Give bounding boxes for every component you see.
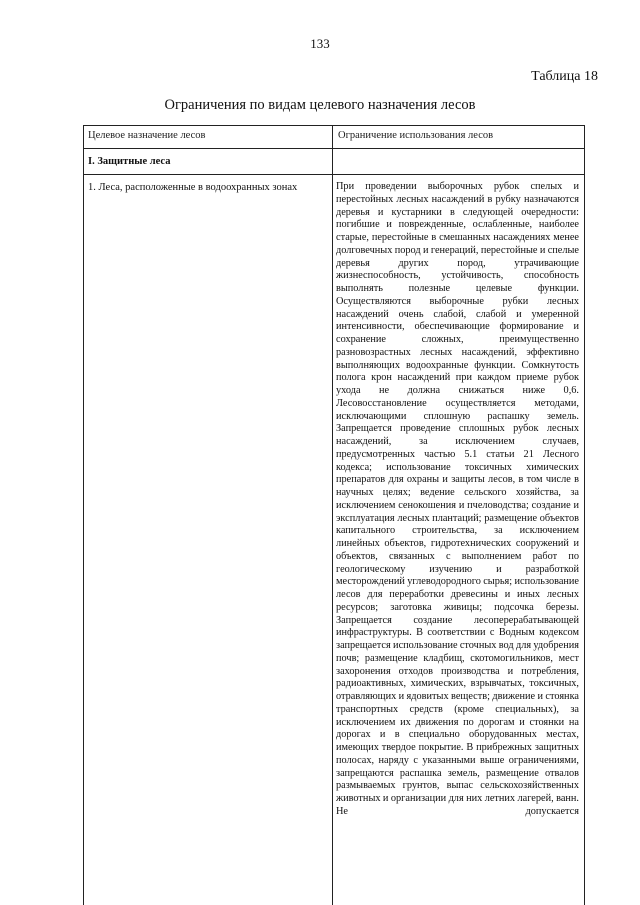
header-row-divider — [83, 148, 585, 149]
document-title: Ограничения по видам целевого назначения лесов — [164, 97, 476, 113]
section-title: I. Защитные леса — [88, 156, 171, 167]
column-header-purpose: Целевое назначение лесов — [88, 130, 206, 141]
row-purpose: 1. Леса, расположенные в водоохранных зонах — [88, 182, 298, 193]
table-label: Таблица 18 — [531, 69, 598, 84]
column-header-restriction: Ограничение использования лесов — [338, 130, 494, 141]
table-border-right — [584, 125, 585, 905]
table-border-top — [83, 125, 585, 126]
restrictions-table — [83, 125, 585, 905]
section-row-divider — [83, 174, 585, 175]
table-column-divider — [332, 125, 333, 905]
page-number: 133 — [310, 36, 330, 51]
table-border-left — [83, 125, 84, 905]
row-restriction-text: При проведении выборочных рубок спелых и перестойных лесных насаждений в рубку назначаются деревья и кустарники в следующей очередности: погибшие и поврежденные, ослабленные, наиболее старые, перестойные в смешанных насаждениях менее долговечных пород и генераций, перестойные и спелые деревья других пород, утрачивающие жизнеспособность, устойчивость, способность выполнять полезные целевые функции. Осуществляются выборочные рубки лесных насаждений очень слабой, слабой и умеренной интенсивности, обеспечивающие формирование и сохранение сложных, преимущественно разновозрастных лесных насаждений, эффективно выполняющих водоохранные функции. Сомкнутость полога крон насаждений при каждом приеме рубок ухода не должна снижаться ниже 0,6. Лесовосстановление осуществляется методами, исключающими сплошную распашку земель. Запрещается проведение сплошных рубок лесных насаждений, за исключением случаев, предусмотренных частью 5.1 статьи 21 Лесного кодекса; использование токсичных химических препаратов для охраны и защиты лесов, в том числе в научных целях; ведение сельского хозяйства, за исключением сенокошения и пчеловодства; создание и эксплуатация лесных плантаций; размещение объектов капитального строительства, за исключением линейных объектов, гидротехнических сооружений и объектов, связанных с выполнением работ по геологическому изучению и разработкой месторождений углеводородного сырья; использование лесов для переработки древесины и иных лесных ресурсов; заготовка живицы; подсочка березы. Запрещается создание лесоперерабатывающей инфраструктуры. В соответствии с Водным кодексом запрещается использование сточных вод для удобрения почв; размещение кладбищ, скотомогильников, мест захоронения отходов производства и потребления, радиоактивных, химических, взрывчатых, токсичных, отравляющих и ядовитых веществ; движение и стоянка транспортных средств (кроме специальных), за исключением их движения по дорогам и стоянки на дорогах и в специально оборудованных местах, имеющих твердое покрытие. В прибрежных защитных полосах, наряду с указанными выше ограничениями, запрещаются распашка земель, размещение отвалов размываемых грунтов, выпас сельскохозяйственных животных и организации для них летних лагерей, ванн. Не допускается — [336, 181, 579, 817]
